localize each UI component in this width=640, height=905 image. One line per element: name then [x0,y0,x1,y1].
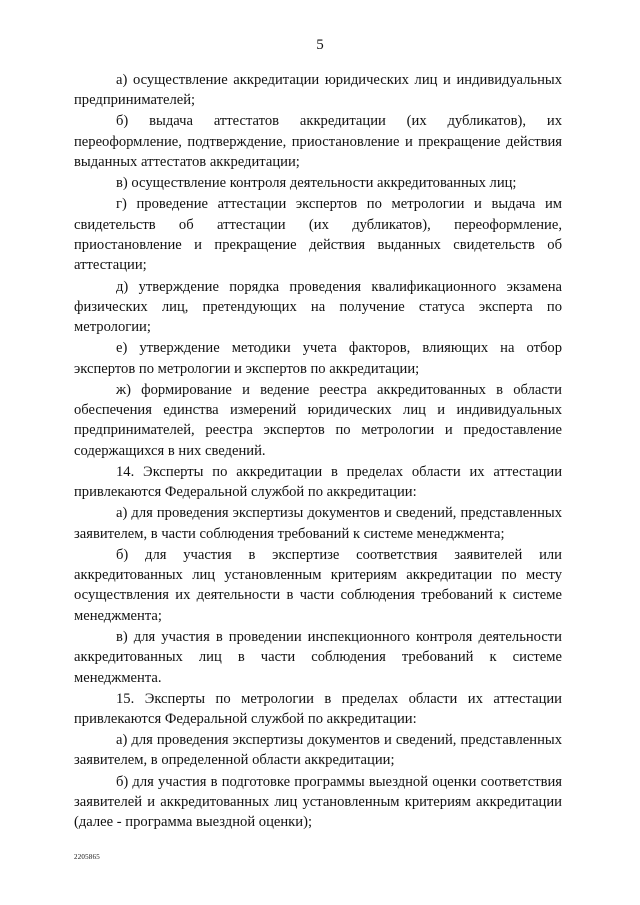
document-code: 2205865 [74,853,100,861]
paragraph-item-e-methodology: е) утверждение методики учета факторов, влияющих на отбор экспертов по метрологии и экспертов по аккредитации; [74,340,562,377]
paragraph-item-b-certificates: б) выдача аттестатов аккредитации (их дубликатов), их переоформление, подтверждение, приостановление и прекращение действия выданных аттестатов аккредитации; [74,113,562,171]
paragraph-item-v-control: в) осуществление контроля деятельности аккредитованных лиц; [116,175,517,192]
document-body [74,70,562,833]
paragraph-14-a: а) для проведения экспертизы документов и сведений, представленных заявителем, в части соблюдения требований к системе менеджмента; [74,505,562,542]
paragraph-item-d-exam-procedure: д) утверждение порядка проведения квалификационного экзамена физических лиц, претендующих на получение статуса эксперта по метрологии; [74,278,562,336]
paragraph-item-a-accreditation: а) осуществление аккредитации юридических лиц и индивидуальных предпринимателей; [74,72,562,109]
paragraph-15-b: б) для участия в подготовке программы выездной оценки соответствия заявителей и аккредитованных лиц установленным критериям аккредитации (далее - программа выездной оценки); [74,773,562,831]
paragraph-14-v: в) для участия в проведении инспекционного контроля деятельности аккредитованных лиц в части соблюдения требований к системе менеджмента. [74,628,562,686]
paragraph-item-zh-registry: ж) формирование и ведение реестра аккредитованных в области обеспечения единства измерений юридических лиц и индивидуальных предпринимателей, реестра экспертов по метрологии и предоставление содержащихся в них сведений. [74,381,562,459]
paragraph-section-15: 15. Эксперты по метрологии в пределах области их аттестации привлекаются Федеральной службой по аккредитации: [74,690,562,727]
paragraph-section-14: 14. Эксперты по аккредитации в пределах области их аттестации привлекаются Федеральной службой по аккредитации: [74,463,562,501]
page-number: 5 [316,37,324,53]
paragraph-15-a: а) для проведения экспертизы документов и сведений, представленных заявителем, в определенной области аккредитации; [74,732,562,769]
paragraph-14-b: б) для участия в экспертизе соответствия заявителей или аккредитованных лиц установленным критериям аккредитации по месту осуществления их деятельности в части соблюдения требований к системе менеджмента; [74,546,562,624]
paragraph-item-g-attestation: г) проведение аттестации экспертов по метрологии и выдача им свидетельств об аттестации (их дубликатов), переоформление, приостановление и прекращение действия выданных свидетельств об аттестации; [74,196,562,274]
